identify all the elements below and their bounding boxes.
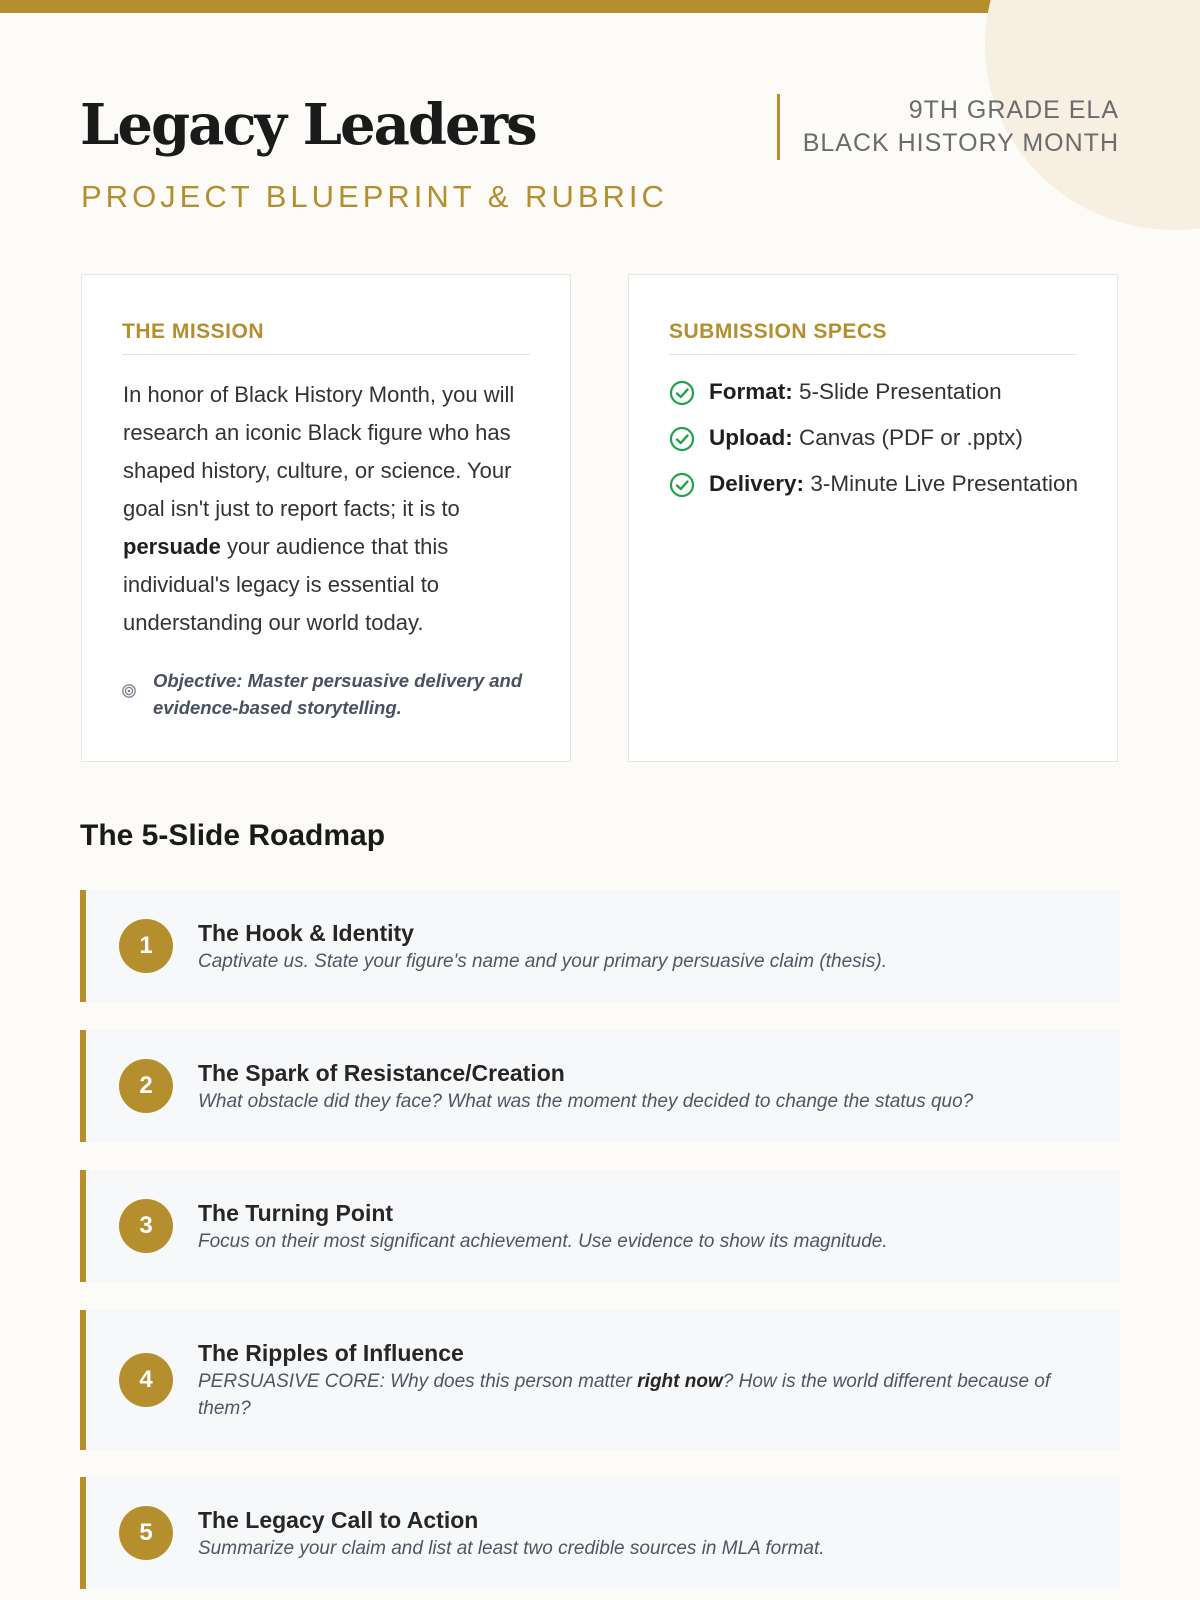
tag-divider — [777, 94, 780, 160]
spec-label: Delivery: — [709, 471, 805, 496]
target-icon — [122, 684, 136, 698]
spec-label: Upload: — [709, 425, 793, 450]
check-circle-icon — [669, 380, 695, 406]
step-description — [198, 1228, 1080, 1255]
step-description-tail: ? How is the world different because of them? — [198, 1371, 1051, 1419]
step-description-text: Focus on their most significant achievement. Use evidence to show its magnitude. — [198, 1231, 888, 1252]
step-description-emphasis: right now — [637, 1371, 723, 1392]
spec-value: 3-Minute Live Presentation — [810, 471, 1078, 496]
mission-text-intro: In honor of Black History Month, you will research an iconic Black figure who has shaped history, culture, or science. Your goal isn't just to report facts; it is to — [123, 382, 515, 521]
step-title: The Ripples of Influence — [198, 1340, 464, 1366]
step-description-text: What obstacle did they face? What was the moment they decided to change the status quo? — [198, 1091, 974, 1112]
step-description — [198, 1368, 1080, 1422]
specs-card — [628, 274, 1118, 762]
mission-text — [123, 376, 530, 642]
check-circle-icon — [669, 426, 695, 452]
mission-text-emphasis: persuade — [123, 534, 221, 559]
theme-tag: BLACK HISTORY MONTH — [802, 129, 1119, 157]
step-number-badge: 2 — [119, 1059, 173, 1113]
step-title: The Legacy Call to Action — [198, 1507, 479, 1533]
step-title: The Hook & Identity — [198, 920, 414, 946]
spec-format — [669, 375, 1087, 408]
step-number-badge: 5 — [119, 1506, 173, 1560]
roadmap-step-4 — [80, 1310, 1120, 1450]
objective-text: Objective: Master persuasive delivery and evidence-based storytelling. — [153, 670, 523, 718]
step-number-badge: 1 — [119, 919, 173, 973]
step-title: The Turning Point — [198, 1200, 394, 1226]
step-description-text: Summarize your claim and list at least two credible sources in MLA format. — [198, 1538, 825, 1559]
roadmap-step-5 — [80, 1477, 1120, 1589]
spec-value: Canvas (PDF or .pptx) — [799, 425, 1023, 450]
mission-heading: THE MISSION — [122, 319, 530, 355]
step-description — [198, 1088, 1080, 1115]
page-subtitle: PROJECT BLUEPRINT & RUBRIC — [81, 179, 668, 214]
specs-list — [669, 375, 1087, 513]
spec-value: 5-Slide Presentation — [799, 379, 1002, 404]
step-title: The Spark of Resistance/Creation — [198, 1060, 565, 1086]
roadmap-step-3 — [80, 1170, 1120, 1282]
check-circle-icon — [669, 472, 695, 498]
mission-card — [81, 274, 571, 762]
roadmap-title: The 5-Slide Roadmap — [80, 819, 386, 852]
mission-text-outro: your audience that this individual's legacy is essential to understanding our world today. — [123, 534, 449, 635]
step-number-badge: 3 — [119, 1199, 173, 1253]
specs-heading: SUBMISSION SPECS — [669, 319, 1077, 355]
page-title: Legacy Leaders — [80, 92, 536, 158]
spec-upload — [669, 421, 1087, 454]
spec-delivery — [669, 467, 1087, 500]
step-description-text: Captivate us. State your figure's name and your primary persuasive claim (thesis). — [198, 951, 887, 972]
step-description — [198, 948, 1080, 975]
roadmap-step-1 — [80, 890, 1120, 1002]
step-description-text: PERSUASIVE CORE: Why does this person matter — [198, 1371, 638, 1392]
roadmap-step-2 — [80, 1030, 1120, 1142]
step-number-badge: 4 — [119, 1353, 173, 1407]
spec-label: Format: — [709, 379, 793, 404]
step-description — [198, 1535, 1080, 1562]
grade-tag: 9TH GRADE ELA — [908, 96, 1119, 124]
